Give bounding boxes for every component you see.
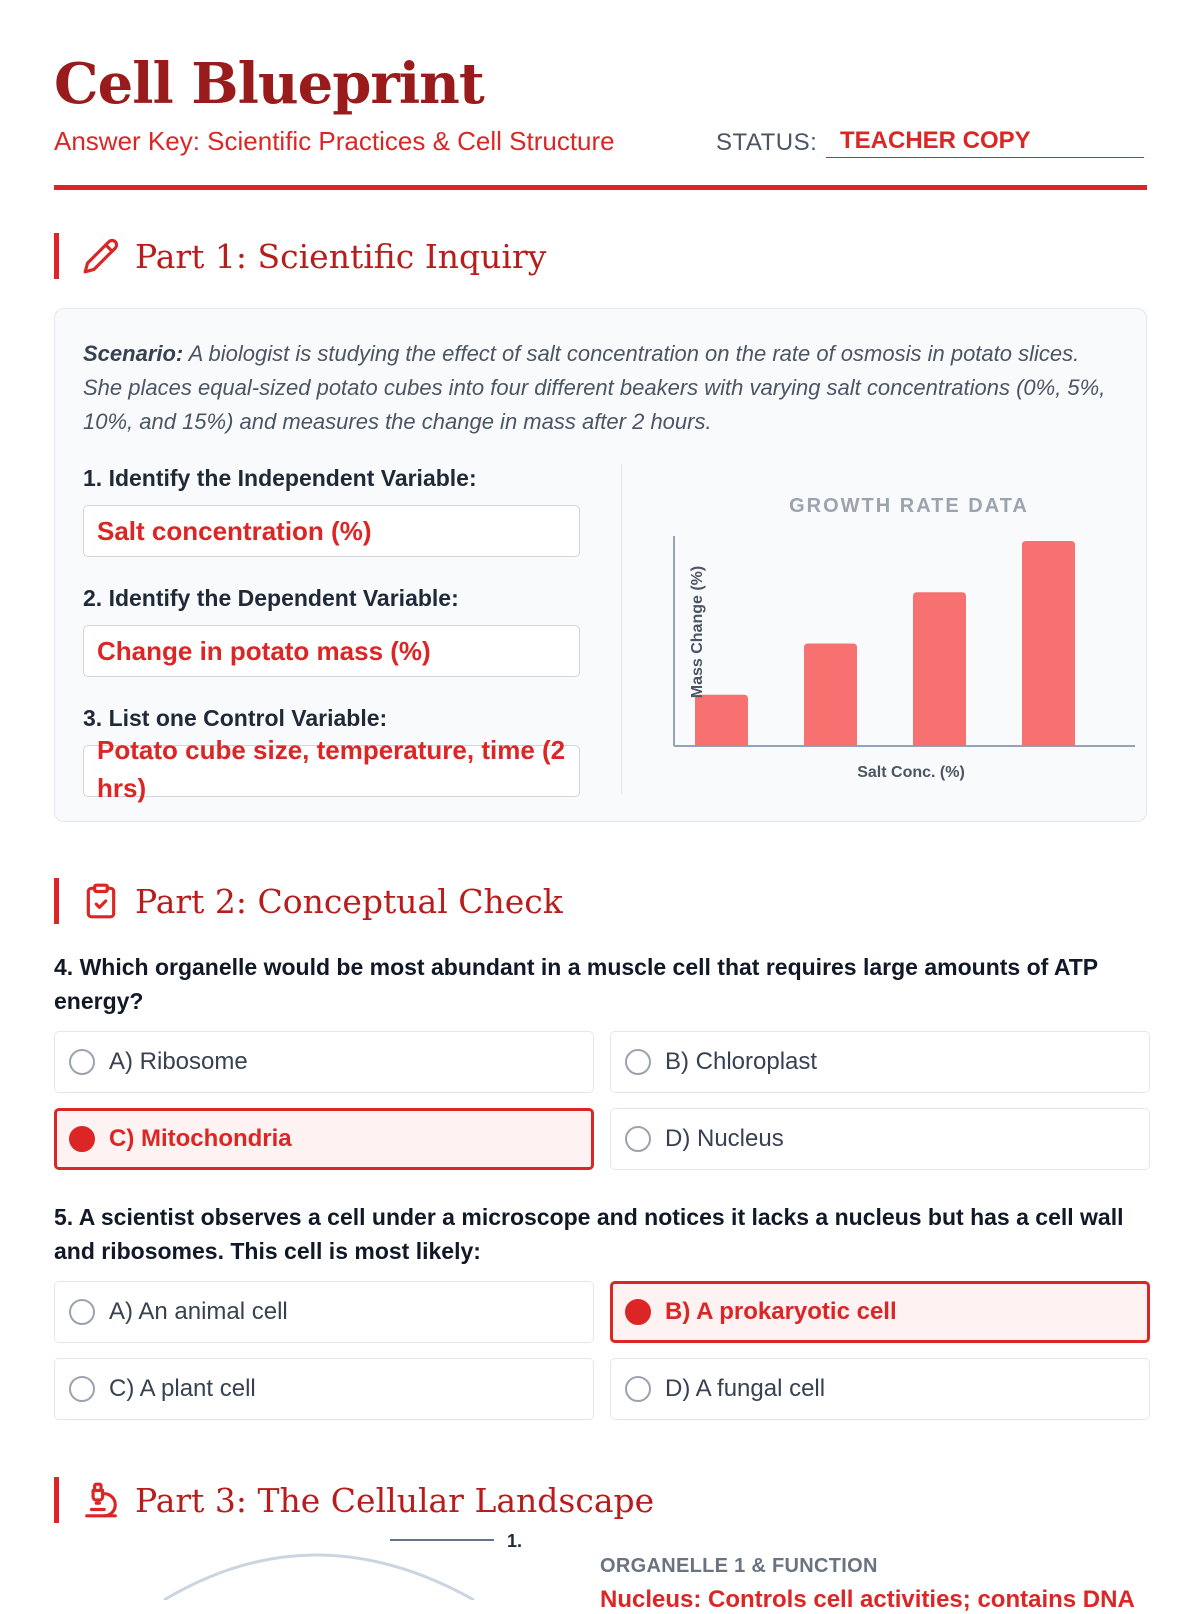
- page-subtitle: Answer Key: Scientific Practices & Cell Structure: [54, 126, 615, 156]
- radio-empty-icon[interactable]: [69, 1049, 95, 1075]
- option-label: D) A fungal cell: [665, 1375, 826, 1402]
- organelle-1-answer: Nucleus: Controls cell activities; contains DNA: [600, 1586, 1135, 1613]
- option-label: A) An animal cell: [109, 1298, 288, 1325]
- part2-title: Part 2: Conceptual Check: [135, 881, 563, 921]
- question-1-label: 1. Identify the Independent Variable:: [83, 465, 477, 491]
- question-2-label: 2. Identify the Dependent Variable:: [83, 585, 459, 611]
- cell-membrane: [164, 1555, 474, 1600]
- control-variable-answer: Potato cube size, temperature, time (2 hrs): [97, 735, 566, 803]
- option-label: D) Nucleus: [665, 1125, 784, 1152]
- header-divider: [54, 185, 1147, 190]
- part1-title: Part 1: Scientific Inquiry: [135, 236, 547, 276]
- option-label: B) A prokaryotic cell: [665, 1298, 897, 1325]
- clipboard-check-icon: [81, 881, 121, 921]
- section-accent-bar: [54, 233, 59, 279]
- chart-bar-4: [1022, 541, 1075, 746]
- cell-diagram-svg: [54, 1490, 614, 1600]
- chart-bars: [695, 541, 1075, 746]
- y-axis-label: Mass Change (%): [689, 565, 706, 699]
- chart-bar-1: [695, 695, 748, 746]
- radio-empty-icon[interactable]: [625, 1126, 651, 1152]
- status-label: STATUS:: [716, 129, 818, 156]
- q4-option-c[interactable]: [54, 1108, 594, 1170]
- chart-title: GROWTH RATE DATA: [789, 495, 1029, 517]
- q4-option-b[interactable]: [610, 1031, 1150, 1093]
- scenario-label: Scenario:: [83, 341, 184, 366]
- q4-option-a[interactable]: [54, 1031, 594, 1093]
- q5-option-c[interactable]: [54, 1358, 594, 1420]
- cell-diagram: [54, 1490, 614, 1600]
- section-accent-bar: [54, 878, 59, 924]
- page-title: Cell Blueprint: [54, 51, 484, 117]
- radio-selected-icon[interactable]: [625, 1299, 651, 1325]
- radio-empty-icon[interactable]: [69, 1376, 95, 1402]
- independent-variable-answer: Salt concentration (%): [97, 516, 372, 546]
- option-label: B) Chloroplast: [665, 1048, 818, 1075]
- option-label: C) A plant cell: [109, 1375, 256, 1402]
- dependent-variable-answer: Change in potato mass (%): [97, 636, 431, 666]
- chart-bar-2: [804, 644, 857, 747]
- part1-heading: [54, 233, 546, 279]
- scenario-text: [83, 337, 1113, 439]
- q5-option-b[interactable]: [610, 1281, 1150, 1343]
- status-field[interactable]: TEACHER COPY: [826, 124, 1144, 158]
- option-label: A) Ribosome: [109, 1048, 248, 1075]
- option-label: C) Mitochondria: [109, 1125, 292, 1152]
- panel-divider: [621, 464, 622, 794]
- question-5-text: 5. A scientist observes a cell under a microscope and notices it lacks a nucleus but has a cell wall and ribosomes. This cell is most likely:: [54, 1204, 1124, 1264]
- part2-heading: [54, 878, 563, 924]
- question-3-label: 3. List one Control Variable:: [83, 705, 388, 731]
- q5-option-a[interactable]: [54, 1281, 594, 1343]
- diagram-label-1: 1.: [507, 1531, 523, 1551]
- inquiry-panel: [54, 308, 1147, 822]
- radio-empty-icon[interactable]: [69, 1299, 95, 1325]
- radio-selected-icon[interactable]: [69, 1126, 95, 1152]
- question-4-text: 4. Which organelle would be most abundant in a muscle cell that requires large amounts of ATP energy?: [54, 954, 1098, 1014]
- scenario-body: A biologist is studying the effect of salt concentration on the rate of osmosis in potato slices. She places equal-sized potato cubes into four different beakers with varying salt concentrations (0%, 5%, 10%, and 15%) and measures the change in mass after 2 hours.: [83, 341, 1106, 434]
- growth-rate-chart: [635, 484, 1135, 814]
- chart-bar-3: [913, 592, 966, 746]
- pencil-icon: [81, 236, 121, 276]
- q4-option-d[interactable]: [610, 1108, 1150, 1170]
- part3-title: Part 3: The Cellular Landscape: [135, 1480, 655, 1520]
- q5-option-d[interactable]: [610, 1358, 1150, 1420]
- radio-empty-icon[interactable]: [625, 1049, 651, 1075]
- chart-svg: [635, 484, 1135, 814]
- organelle-1-label: ORGANELLE 1 & FUNCTION: [600, 1555, 878, 1577]
- x-axis-label: Salt Conc. (%): [857, 764, 965, 781]
- radio-empty-icon[interactable]: [625, 1376, 651, 1402]
